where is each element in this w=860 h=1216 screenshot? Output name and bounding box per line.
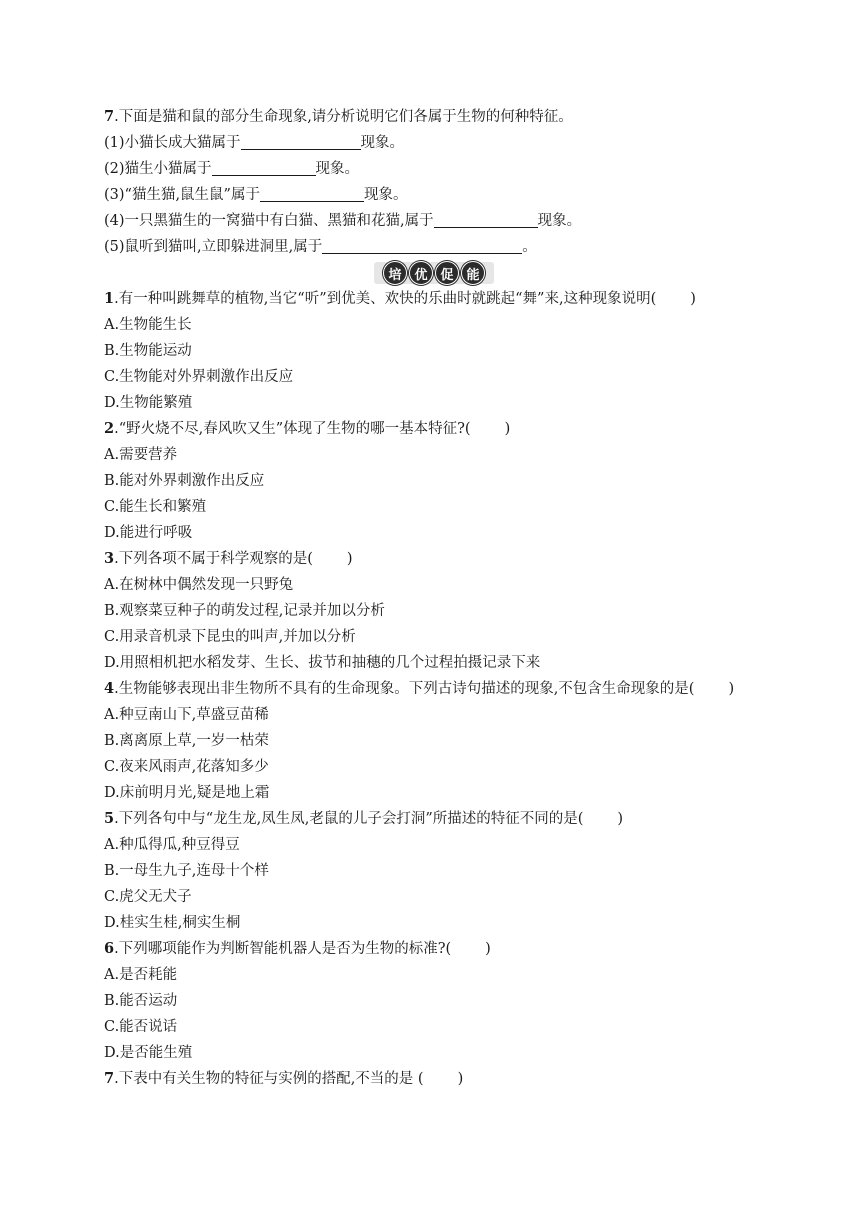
- question-4-stem: [104, 676, 764, 702]
- option-b: B.能否运动: [104, 993, 178, 1009]
- question-3-stem: [104, 546, 764, 572]
- question-number: 7: [104, 1070, 115, 1087]
- section-banner-label: [374, 262, 494, 284]
- option-d: D.生物能繁殖: [104, 395, 193, 411]
- item-suffix: 现象。: [360, 135, 405, 151]
- question-number: 7: [104, 108, 115, 125]
- item-suffix: 现象。: [315, 161, 360, 177]
- question-text: .下列各句中与“龙生龙,凤生凤,老鼠的儿子会打洞”所描述的特征不同的是(: [114, 811, 584, 827]
- question-text: .下面是猫和鼠的部分生命现象,请分析说明它们各属于生物的何种特征。: [114, 109, 573, 125]
- item-text: (3)“猫生猫,鼠生鼠”属于: [104, 187, 260, 203]
- option-a: A.是否耗能: [104, 967, 178, 983]
- option-a: A.种豆南山下,草盛豆苗稀: [104, 707, 269, 723]
- option-b: B.一母生九子,连母十个样: [104, 863, 269, 879]
- paren-close: ): [346, 551, 353, 567]
- answer-blank[interactable]: [260, 185, 364, 202]
- question-text: .下列各项不属于科学观察的是(: [114, 551, 313, 567]
- option-c: C.能否说话: [104, 1019, 178, 1035]
- fill-in-item-4: [104, 208, 764, 234]
- question-number: 6: [104, 940, 115, 957]
- answer-blank[interactable]: [322, 237, 522, 254]
- item-text: (1)小猫长成大猫属于: [104, 135, 241, 151]
- paren-close: ): [485, 941, 491, 957]
- section-banner: [104, 260, 764, 286]
- paren-close: ): [728, 681, 735, 697]
- answer-blank[interactable]: [241, 133, 361, 150]
- item-suffix: 现象。: [363, 187, 408, 203]
- question-7b-stem: [104, 1066, 764, 1092]
- option-a: A.需要营养: [104, 447, 178, 463]
- option-c: C.夜来风雨声,花落知多少: [104, 759, 269, 775]
- option-b: B.观察菜豆种子的萌发过程,记录并加以分析: [104, 603, 385, 619]
- option-d: D.用照相机把水稻发芽、生长、拔节和抽穗的几个过程拍摄记录下来: [104, 655, 541, 671]
- answer-blank[interactable]: [212, 159, 316, 176]
- option-a: A.种瓜得瓜,种豆得豆: [104, 837, 240, 853]
- option-d: D.桂实生桂,桐实生桐: [104, 915, 241, 931]
- question-7-stem: [104, 104, 764, 130]
- question-text: .下列哪项能作为判断智能机器人是否为生物的标准?(: [114, 941, 452, 957]
- question-text: .下表中有关生物的特征与实例的搭配,不当的是 (: [114, 1071, 424, 1087]
- question-number: 2: [104, 420, 115, 437]
- option-d: D.床前明月光,疑是地上霜: [104, 785, 270, 801]
- item-text: (5)鼠听到猫叫,立即躲进洞里,属于: [104, 239, 323, 255]
- question-text: .“野火烧不尽,春风吹又生”体现了生物的哪一基本特征?(: [114, 421, 471, 437]
- paren-close: ): [457, 1071, 464, 1087]
- fill-in-item-5: [104, 234, 764, 260]
- question-number: 4: [104, 680, 115, 697]
- question-text: .有一种叫跳舞草的植物,当它“听”到优美、欢快的乐曲时就跳起“舞”来,这种现象说明(: [114, 291, 657, 307]
- option-a: A.在树林中偶然发现一只野兔: [104, 577, 294, 593]
- option-c: C.生物能对外界刺激作出反应: [104, 369, 294, 385]
- banner-char: 优: [409, 261, 433, 285]
- banner-char: 培: [383, 261, 407, 285]
- option-c: C.能生长和繁殖: [104, 499, 207, 515]
- item-text: (2)猫生小猫属于: [104, 161, 212, 177]
- option-a: A.生物能生长: [104, 317, 192, 333]
- paren-close: ): [504, 421, 511, 437]
- option-b: B.生物能运动: [104, 343, 192, 359]
- option-d: D.能进行呼吸: [104, 525, 193, 541]
- fill-in-item-1: [104, 130, 764, 156]
- banner-char: 促: [435, 261, 459, 285]
- banner-char: 能: [461, 261, 485, 285]
- question-text: .生物能够表现出非生物所不具有的生命现象。下列古诗句描述的现象,不包含生命现象的是(: [114, 681, 695, 697]
- option-b: B.能对外界刺激作出反应: [104, 473, 265, 489]
- paren-close: ): [690, 291, 696, 307]
- question-2-stem: [104, 416, 764, 442]
- option-c: C.用录音机录下昆虫的叫声,并加以分析: [104, 629, 356, 645]
- fill-in-item-3: [104, 182, 764, 208]
- option-b: B.离离原上草,一岁一枯荣: [104, 733, 269, 749]
- question-number: 5: [104, 810, 115, 827]
- option-c: C.虎父无犬子: [104, 889, 192, 905]
- question-number: 3: [104, 550, 115, 567]
- question-6-stem: [104, 936, 764, 962]
- item-text: (4)一只黑猫生的一窝猫中有白猫、黑猫和花猫,属于: [104, 213, 434, 229]
- question-1-stem: [104, 286, 764, 312]
- item-suffix: 。: [522, 239, 537, 255]
- item-suffix: 现象。: [537, 213, 582, 229]
- answer-blank[interactable]: [434, 211, 538, 228]
- worksheet-page: [104, 104, 764, 1092]
- question-number: 1: [104, 290, 115, 307]
- fill-in-item-2: [104, 156, 764, 182]
- question-5-stem: [104, 806, 764, 832]
- paren-close: ): [617, 811, 624, 827]
- option-d: D.是否能生殖: [104, 1045, 193, 1061]
